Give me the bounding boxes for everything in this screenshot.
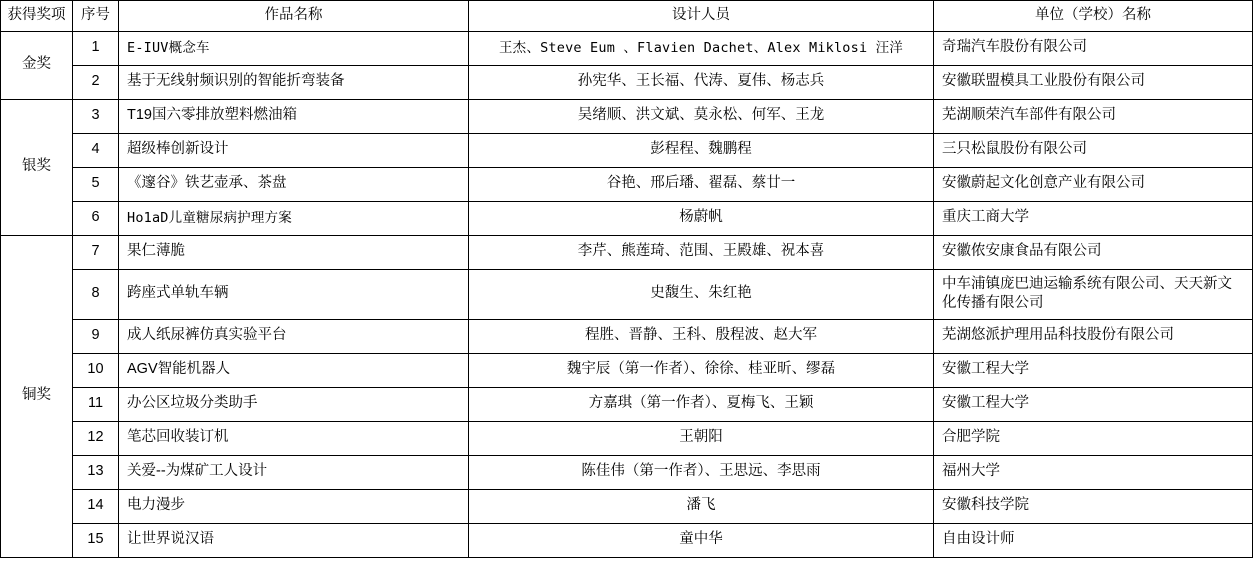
table-row: [1, 201, 1253, 235]
organization-cell: 安徽联盟模具工业股份有限公司: [934, 65, 1253, 99]
row-index-cell: 4: [73, 133, 119, 167]
header-award: 获得奖项: [1, 1, 73, 32]
table-row: [1, 387, 1253, 421]
organization-cell: 安徽工程大学: [934, 353, 1253, 387]
work-name-cell: T19国六零排放塑料燃油箱: [119, 99, 469, 133]
row-index-cell: 9: [73, 319, 119, 353]
work-name-cell: 笔芯回收装订机: [119, 421, 469, 455]
table-row: [1, 235, 1253, 269]
organization-cell: 福州大学: [934, 455, 1253, 489]
organization-cell: 安徽侬安康食品有限公司: [934, 235, 1253, 269]
designers-cell: 谷艳、邢后璠、翟磊、蔡廿一: [469, 167, 934, 201]
table-row: [1, 353, 1253, 387]
award-group-cell: 金奖: [1, 31, 73, 99]
organization-cell: 奇瑞汽车股份有限公司: [934, 31, 1253, 65]
work-name-cell: 基于无线射频识别的智能折弯装备: [119, 65, 469, 99]
designers-cell: 史馥生、朱红艳: [469, 269, 934, 319]
organization-cell: 芜湖顺荣汽车部件有限公司: [934, 99, 1253, 133]
designers-cell: 童中华: [469, 523, 934, 557]
designers-cell: 方嘉琪（第一作者）、夏梅飞、王颖: [469, 387, 934, 421]
organization-cell: 中车浦镇庞巴迪运输系统有限公司、天天新文化传播有限公司: [934, 269, 1253, 319]
table-header: [1, 1, 1253, 32]
row-index-cell: 1: [73, 31, 119, 65]
work-name-cell: 《邃谷》铁艺壶承、茶盘: [119, 167, 469, 201]
header-no: 序号: [73, 1, 119, 32]
row-index-cell: 10: [73, 353, 119, 387]
designers-cell: 吴绪顺、洪文斌、莫永松、何军、王龙: [469, 99, 934, 133]
table-row: [1, 31, 1253, 65]
award-group-cell: 铜奖: [1, 235, 73, 557]
table-row: [1, 269, 1253, 319]
work-name-cell: 让世界说汉语: [119, 523, 469, 557]
header-org: 单位（学校）名称: [934, 1, 1253, 32]
table-row: [1, 523, 1253, 557]
table-row: [1, 455, 1253, 489]
row-index-cell: 13: [73, 455, 119, 489]
designers-cell: 王朝阳: [469, 421, 934, 455]
row-index-cell: 15: [73, 523, 119, 557]
table-row: [1, 319, 1253, 353]
organization-cell: 安徽科技学院: [934, 489, 1253, 523]
row-index-cell: 3: [73, 99, 119, 133]
organization-cell: 合肥学院: [934, 421, 1253, 455]
work-name-cell: AGV智能机器人: [119, 353, 469, 387]
organization-cell: 芜湖悠派护理用品科技股份有限公司: [934, 319, 1253, 353]
table-body: [1, 31, 1253, 557]
designers-cell: 程胜、晋静、王科、殷程波、赵大军: [469, 319, 934, 353]
organization-cell: 自由设计师: [934, 523, 1253, 557]
award-group-cell: 银奖: [1, 99, 73, 235]
organization-cell: 重庆工商大学: [934, 201, 1253, 235]
work-name-cell: 关爱--为煤矿工人设计: [119, 455, 469, 489]
work-name-cell: 果仁薄脆: [119, 235, 469, 269]
work-name-cell: 电力漫步: [119, 489, 469, 523]
designers-cell: 陈佳伟（第一作者）、王思远、李思雨: [469, 455, 934, 489]
work-name-cell: Ho1aD儿童糖尿病护理方案: [119, 201, 469, 235]
table-row: [1, 489, 1253, 523]
header-work: 作品名称: [119, 1, 469, 32]
table-header-row: [1, 1, 1253, 32]
table-row: [1, 167, 1253, 201]
work-name-cell: 跨座式单轨车辆: [119, 269, 469, 319]
designers-cell: 彭程程、魏鹏程: [469, 133, 934, 167]
organization-cell: 安徽蔚起文化创意产业有限公司: [934, 167, 1253, 201]
table-row: [1, 421, 1253, 455]
row-index-cell: 5: [73, 167, 119, 201]
work-name-cell: 超级棒创新设计: [119, 133, 469, 167]
designers-cell: 魏宇辰（第一作者）、徐徐、桂亚昕、缪磊: [469, 353, 934, 387]
row-index-cell: 6: [73, 201, 119, 235]
row-index-cell: 12: [73, 421, 119, 455]
table-row: [1, 99, 1253, 133]
designers-cell: 王杰、Steve Eum 、Flavien Dachet、Alex Miklosi 汪洋: [469, 31, 934, 65]
organization-cell: 三只松鼠股份有限公司: [934, 133, 1253, 167]
table-row: [1, 133, 1253, 167]
row-index-cell: 14: [73, 489, 119, 523]
row-index-cell: 11: [73, 387, 119, 421]
organization-cell: 安徽工程大学: [934, 387, 1253, 421]
work-name-cell: 办公区垃圾分类助手: [119, 387, 469, 421]
work-name-cell: E-IUV概念车: [119, 31, 469, 65]
designers-cell: 潘飞: [469, 489, 934, 523]
designers-cell: 孙宪华、王长福、代涛、夏伟、杨志兵: [469, 65, 934, 99]
row-index-cell: 7: [73, 235, 119, 269]
work-name-cell: 成人纸尿裤仿真实验平台: [119, 319, 469, 353]
header-people: 设计人员: [469, 1, 934, 32]
designers-cell: 杨蔚帆: [469, 201, 934, 235]
row-index-cell: 8: [73, 269, 119, 319]
row-index-cell: 2: [73, 65, 119, 99]
table-row: [1, 65, 1253, 99]
designers-cell: 李芹、熊莲琦、范围、王殿雄、祝本喜: [469, 235, 934, 269]
